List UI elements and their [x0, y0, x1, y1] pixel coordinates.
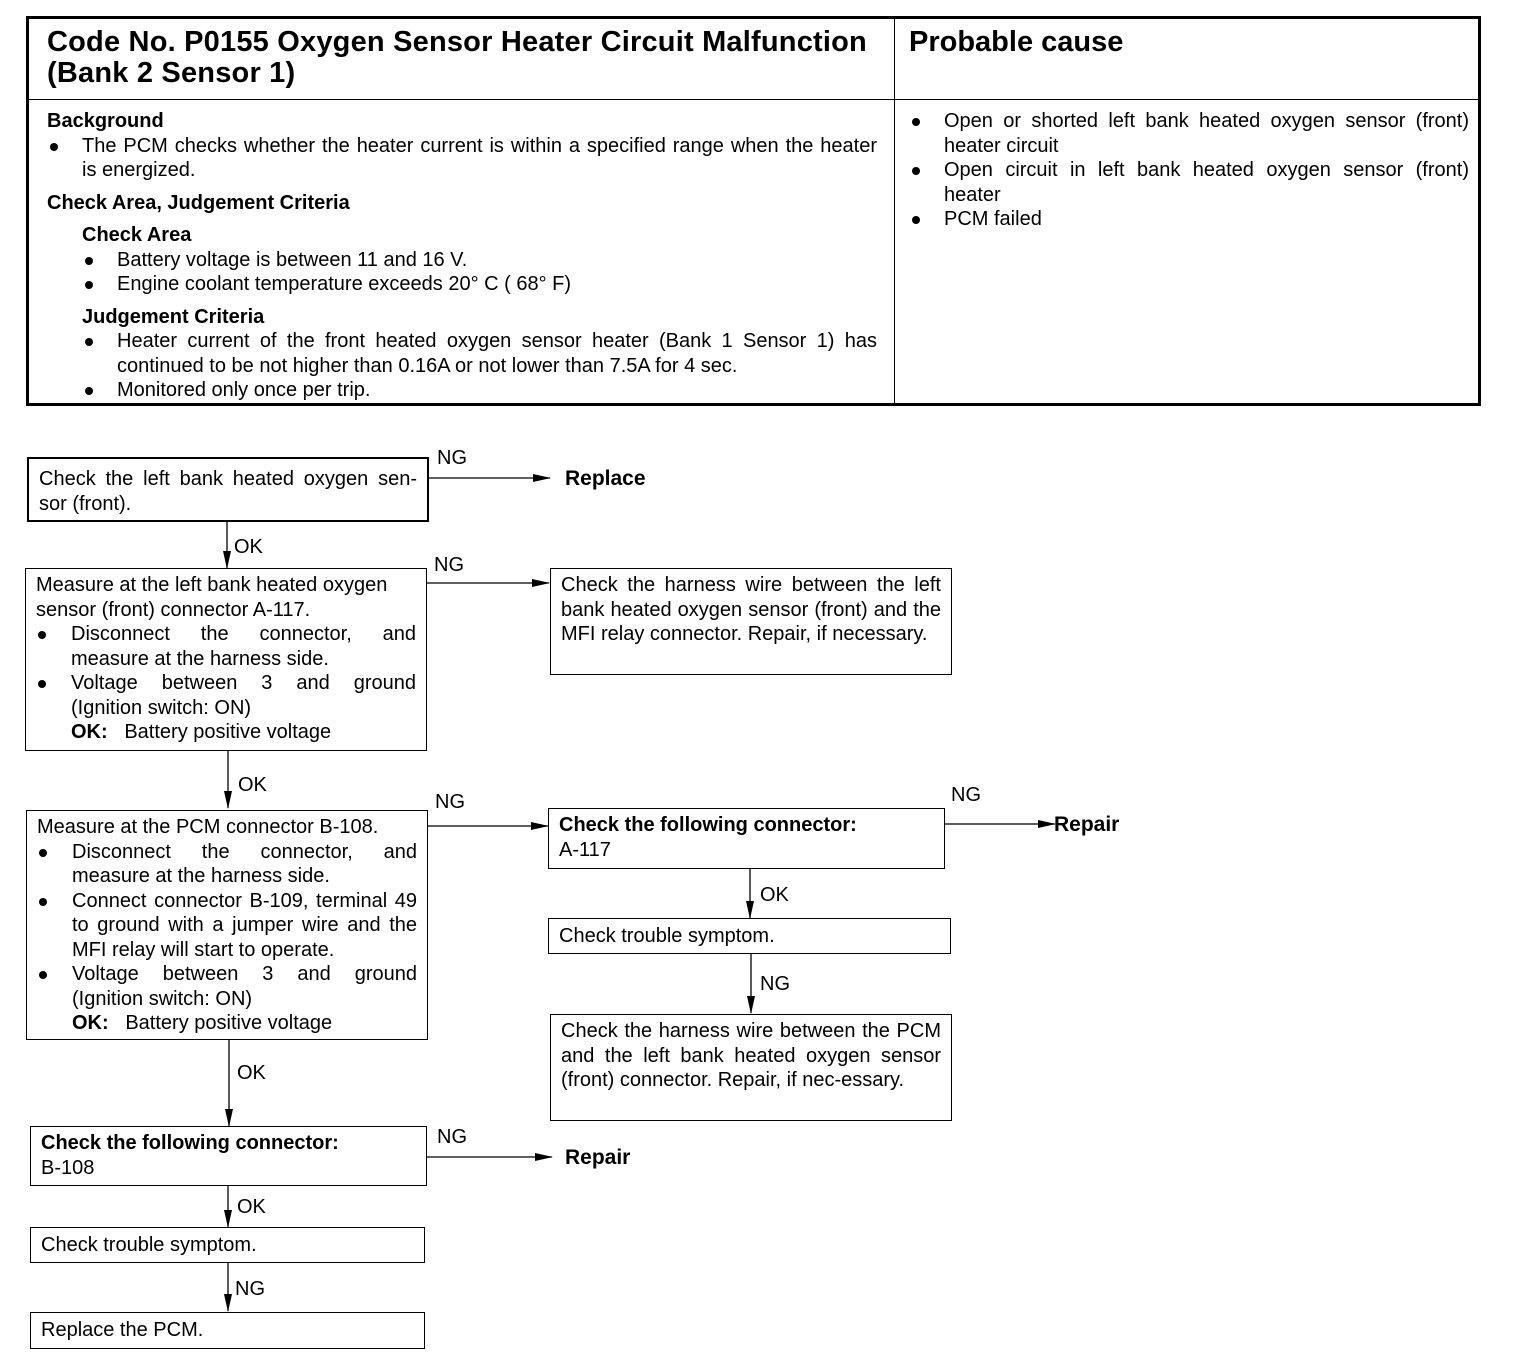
- label-ok: OK: [238, 774, 267, 796]
- step1-check-sensor: [27, 457, 429, 522]
- label-ng: NG: [434, 554, 464, 576]
- background-heading: Background: [47, 110, 164, 132]
- label-ng: NG: [437, 1126, 467, 1148]
- step2-item: Disconnect the connector, and measure at the harness side.: [36, 622, 416, 671]
- check-area-item: Engine coolant temperature exceeds 20° C ( 68° F): [82, 272, 877, 297]
- step5-trouble-symptom: [30, 1227, 425, 1263]
- harness-pcm-text: Check the harness wire between the PCM and the left bank heated oxygen sensor (front) connector. Repair, if nec-essary.: [561, 1020, 941, 1091]
- step3-ng-trouble-symptom: [548, 918, 951, 954]
- step3-intro: Measure at the PCM connector B-108.: [37, 816, 379, 838]
- step2-ok-label: OK:: [71, 721, 108, 743]
- step3-ok-criteria: [37, 1011, 417, 1036]
- probable-cause-item: PCM failed: [909, 207, 1469, 232]
- label-ng: NG: [760, 973, 790, 995]
- judgement-item: Monitored only once per trip.: [82, 378, 877, 403]
- judgement-item: Heater current of the front heated oxygen sensor heater (Bank 1 Sensor 1) has continued to be not higher than 0.16A or not lower than 7.5A for 4 sec.: [82, 329, 877, 378]
- probable-cause-item: Open or shorted left bank heated oxygen sensor (front) heater circuit: [909, 109, 1469, 158]
- step3-ng-connector-a117: [548, 808, 945, 869]
- step3-item: Voltage between 3 and ground (Ignition switch: ON): [37, 962, 417, 1011]
- step2-item: Voltage between 3 and ground (Ignition switch: ON): [36, 671, 416, 720]
- step2-measure-a117: [25, 568, 427, 751]
- step3-ok-value: Battery positive voltage: [125, 1012, 333, 1034]
- symptom-text: Check trouble symptom.: [559, 925, 775, 947]
- label-ng: NG: [435, 791, 465, 813]
- step2-ng-text: Check the harness wire between the left bank heated oxygen sensor (front) and the MFI relay connector. Repair, if necessary.: [561, 574, 941, 645]
- code-title: Code No. P0155 Oxygen Sensor Heater Circuit Malfunction (Bank 2 Sensor 1): [47, 26, 867, 89]
- connector-a117-value: A-117: [559, 838, 611, 861]
- step2-ng-harness-check: [550, 568, 952, 675]
- step6-text: Replace the PCM.: [41, 1319, 204, 1341]
- label-ng: NG: [235, 1278, 265, 1300]
- step3-item: Connect connector B-109, terminal 49 to ground with a jumper wire and the MFI relay will start to operate.: [37, 889, 417, 963]
- connector-a117-heading: Check the following connector:: [559, 814, 857, 836]
- step1-text: Check the left bank heated oxygen sen-sor (front).: [39, 468, 417, 515]
- label-ok: OK: [760, 884, 789, 906]
- check-area-item: Battery voltage is between 11 and 16 V.: [82, 248, 877, 273]
- result-replace: Replace: [565, 467, 646, 490]
- step2-ok-value: Battery positive voltage: [124, 721, 332, 743]
- step3-measure-b108: [26, 810, 428, 1040]
- judgement-heading: Judgement Criteria: [82, 305, 265, 328]
- background-item: The PCM checks whether the heater current is within a specified range when the heater is energized.: [47, 134, 877, 183]
- check-area-heading: Check Area: [82, 224, 192, 246]
- result-repair-b108: Repair: [565, 1146, 631, 1169]
- result-repair-a117: Repair: [1054, 813, 1120, 836]
- step4-connector-b108: [30, 1126, 427, 1186]
- label-ok: OK: [237, 1196, 266, 1218]
- step3-ng-harness-pcm: [550, 1014, 952, 1121]
- connector-b108-value: B-108: [41, 1156, 95, 1179]
- label-ok: OK: [234, 536, 263, 558]
- step2-intro: Measure at the left bank heated oxygen sensor (front) connector A-117.: [36, 574, 388, 621]
- label-ng: NG: [437, 447, 467, 469]
- step2-ok-criteria: [36, 720, 416, 745]
- step5-text: Check trouble symptom.: [41, 1234, 257, 1256]
- connector-b108-heading: Check the following connector:: [41, 1132, 339, 1154]
- criteria-heading: Check Area, Judgement Criteria: [47, 191, 350, 214]
- step6-replace-pcm: [30, 1312, 425, 1349]
- step3-item: Disconnect the connector, and measure at the harness side.: [37, 840, 417, 889]
- label-ok: OK: [237, 1062, 266, 1084]
- probable-cause-heading: Probable cause: [909, 26, 1124, 58]
- probable-cause-item: Open circuit in left bank heated oxygen sensor (front) heater: [909, 158, 1469, 207]
- label-ng: NG: [951, 784, 981, 806]
- step3-ok-label: OK:: [72, 1012, 109, 1034]
